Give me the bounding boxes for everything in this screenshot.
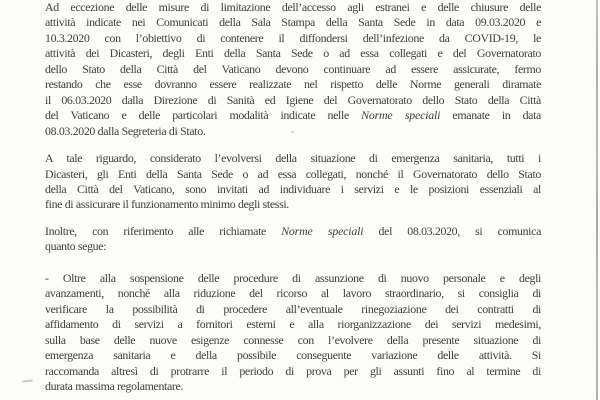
text-line: [45, 333, 541, 348]
text-segment: emanate in data: [440, 108, 541, 123]
text-segment: verificare la possibilità di procedere all’eventuale rinegoziazione dei contratti di: [45, 301, 541, 316]
text-segment: affidamento di servizi a fornitori esterni e alla riorganizzazione dei servizi medesimi,: [45, 317, 541, 332]
text-segment: dello Stato della Città del Vaticano devono continuare ad essere assicurate, fermo: [45, 61, 541, 76]
text-segment: restando che esse dovranno essere realizzate nel rispetto delle Norme generali diramate: [45, 77, 541, 92]
text-segment: Ad eccezione delle misure di limitazione dell’accesso agli estranei e delle chiusure delle: [45, 0, 541, 14]
document-text-block: [45, 0, 541, 394]
text-segment: 10.3.2020 con l’obiettivo di contenere il diffondersi dell’infezione da COVID-19, le: [45, 30, 541, 45]
text-line: [45, 62, 541, 77]
text-segment: attività indicate nei Comunicati della Sala Stampa della Santa Sede in data 09.03.2020 e: [45, 15, 541, 30]
text-line: [45, 31, 541, 46]
text-line: [45, 271, 541, 286]
text-line: [45, 348, 541, 363]
paragraph-3: [45, 224, 541, 255]
text-segment: Dicasteri, gli Enti della Santa Sede o ad essa collegati, nonché il Governatorato dello Stato: [45, 166, 541, 181]
text-line: [45, 46, 541, 61]
text-line: [45, 77, 541, 92]
text-segment: Inoltre, con riferimento alle richiamate: [45, 223, 282, 238]
text-line: [45, 182, 541, 197]
italic-text-segment: Norme speciali: [281, 223, 364, 238]
text-segment: del Vaticano e delle particolari modalità indicate nelle: [45, 108, 362, 123]
text-segment: - Oltre alla sospensione delle procedure di assunzione di nuovo personale e degli: [45, 270, 541, 285]
text-segment: 08.03.2020 dalla Segreteria di Stato.: [45, 123, 206, 138]
text-segment: sulla base delle nuove esigenze connesse con l’evolvere della presente situazione di: [45, 332, 541, 347]
text-line: [45, 302, 541, 317]
paragraph-2: [45, 151, 541, 213]
text-line: [45, 224, 541, 239]
scan-speck: [291, 131, 294, 133]
text-segment: quanto segue:: [45, 239, 107, 254]
text-segment: A tale riguardo, considerato l’evolversi della situazione di emergenza sanitaria, tutti i: [45, 151, 541, 166]
paragraph-1: [45, 0, 541, 139]
text-segment: della Città del Vaticano, sono invitati ad individuare i servizi e le posizioni essenziali al: [45, 181, 541, 196]
text-segment: avanzamenti, nonché alla riduzione del ricorso al lavoro straordinario, si consiglia di: [45, 286, 541, 301]
text-line: [45, 167, 541, 182]
scan-smudge-mark: [22, 379, 33, 382]
text-segment: emergenza sanitaria e della possibile conseguente variazione delle attività. Si: [45, 348, 541, 363]
text-segment: del 08.03.2020, si comunica: [363, 223, 541, 238]
text-line: [45, 93, 541, 108]
text-line: [45, 239, 541, 254]
text-segment: attività dei Dicasteri, degli Enti della Santa Sede o ad essa collegati e del Governatorato: [45, 46, 541, 61]
text-line: [45, 379, 541, 394]
text-segment: il 06.03.2020 dalla Direzione di Sanità ed Igiene del Governatorato dello Stato della Città: [45, 92, 541, 107]
text-line: [45, 197, 541, 212]
text-line: [45, 286, 541, 301]
scan-edge-shadow: [596, 0, 598, 400]
text-line: [45, 108, 541, 123]
text-line: [45, 0, 541, 15]
text-line: [45, 317, 541, 332]
text-line: [45, 364, 541, 379]
text-segment: fine di assicurare il funzionamento minimo degli stessi.: [45, 197, 289, 212]
text-segment: durata massima regolamentare.: [45, 378, 184, 393]
text-line: [45, 151, 541, 166]
text-segment: raccomanda altresì di protrarre il periodo di prova per gli assunti fino al termine di: [45, 363, 541, 378]
italic-text-segment: Norme speciali: [361, 108, 441, 123]
paragraph-4-bullet: [45, 271, 541, 395]
text-line: [45, 15, 541, 30]
